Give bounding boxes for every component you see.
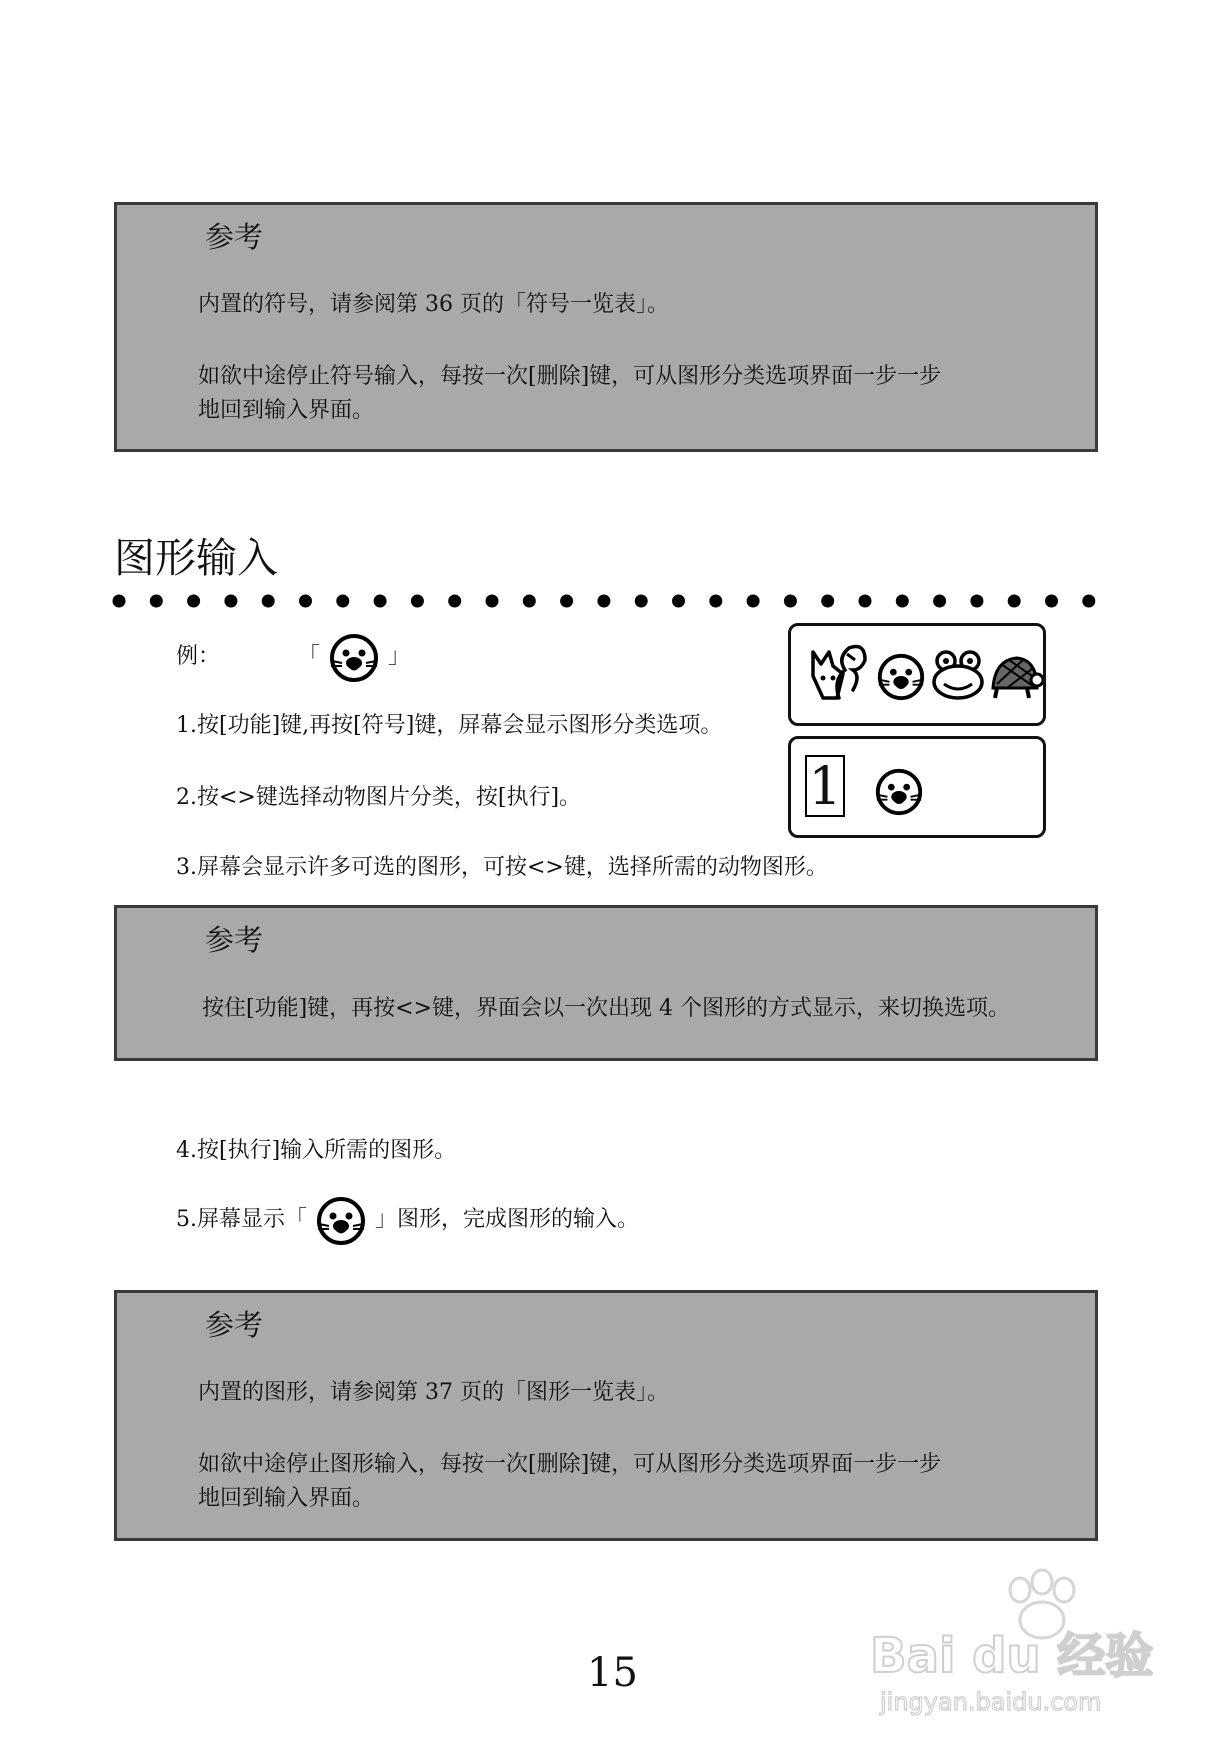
note-title: 参考 bbox=[205, 1308, 264, 1342]
step-5-text-after: 」图形，完成图形的输入。 bbox=[375, 1207, 640, 1232]
divider-dot bbox=[486, 595, 499, 608]
selection-number: 1 bbox=[805, 755, 845, 817]
note-line: 如欲中途停止图形输入，每按一次[删除]键，可从图形分类选项界面一步一步 bbox=[198, 1452, 942, 1477]
screen-category-display bbox=[788, 623, 1046, 726]
divider-dot bbox=[523, 595, 536, 608]
screen-selection-display bbox=[788, 736, 1046, 838]
example-label: 例： bbox=[176, 644, 221, 669]
divider-dot bbox=[560, 595, 573, 608]
section-title: 图形输入 bbox=[114, 534, 278, 582]
example-open-bracket: 「 bbox=[298, 644, 321, 669]
baidu-jingyan-watermark bbox=[860, 1560, 1160, 1720]
divider-dot bbox=[784, 595, 797, 608]
divider-dot bbox=[299, 595, 312, 608]
divider-dot bbox=[224, 595, 237, 608]
divider-dot bbox=[187, 595, 200, 608]
divider-dot bbox=[374, 595, 387, 608]
divider-dot bbox=[970, 595, 983, 608]
divider-dot bbox=[672, 595, 685, 608]
svg-text:jingyan.baidu.com: jingyan.baidu.com bbox=[880, 1688, 1102, 1716]
divider-dot bbox=[1045, 595, 1058, 608]
note-line: 地回到输入界面。 bbox=[198, 398, 375, 423]
squirrel-icon bbox=[831, 640, 871, 702]
dotted-divider bbox=[110, 592, 1100, 610]
divider-dot bbox=[859, 595, 872, 608]
reference-note-symbols bbox=[114, 202, 1098, 452]
step-2: 2.按<>键选择动物图片分类，按[执行]。 bbox=[176, 785, 582, 810]
divider-dot bbox=[411, 595, 424, 608]
note-line: 内置的符号，请参阅第 36 页的「符号一览表」。 bbox=[198, 292, 669, 317]
step-5 bbox=[176, 1193, 639, 1247]
example-line bbox=[176, 630, 410, 684]
reference-note-toggle bbox=[114, 905, 1098, 1061]
divider-dot bbox=[896, 595, 909, 608]
divider-dot bbox=[1008, 595, 1021, 608]
seal-icon bbox=[875, 650, 927, 702]
step-4: 4.按[执行]输入所需的图形。 bbox=[176, 1138, 457, 1163]
seal-icon bbox=[314, 1193, 368, 1247]
divider-dot bbox=[597, 595, 610, 608]
divider-dot bbox=[821, 595, 834, 608]
note-line: 内置的图形，请参阅第 37 页的「图形一览表」。 bbox=[198, 1380, 669, 1405]
divider-dot bbox=[747, 595, 760, 608]
divider-dot bbox=[113, 595, 126, 608]
step-1: 1.按[功能]键,再按[符号]键，屏幕会显示图形分类选项。 bbox=[176, 713, 723, 738]
divider-dot bbox=[448, 595, 461, 608]
example-close-bracket: 」 bbox=[388, 644, 411, 669]
note-line: 地回到输入界面。 bbox=[198, 1486, 375, 1511]
note-line: 按住[功能]键，再按<>键，界面会以一次出现 4 个图形的方式显示，来切换选项。 bbox=[202, 996, 1011, 1021]
note-title: 参考 bbox=[205, 923, 264, 957]
divider-dot bbox=[150, 595, 163, 608]
step-3: 3.屏幕会显示许多可选的图形，可按<>键，选择所需的动物图形。 bbox=[176, 855, 828, 880]
divider-dot bbox=[635, 595, 648, 608]
frog-icon bbox=[929, 646, 987, 704]
divider-dot bbox=[262, 595, 275, 608]
divider-dot bbox=[1082, 595, 1095, 608]
page-number: 15 bbox=[587, 1650, 638, 1696]
seal-icon bbox=[327, 630, 381, 684]
note-line: 如欲中途停止符号输入，每按一次[删除]键，可从图形分类选项界面一步一步 bbox=[198, 364, 942, 389]
turtle-icon bbox=[987, 650, 1043, 702]
reference-note-graphics bbox=[114, 1290, 1098, 1541]
divider-dot bbox=[709, 595, 722, 608]
seal-icon bbox=[873, 765, 925, 817]
note-title: 参考 bbox=[205, 220, 264, 254]
step-5-text-before: 5.屏幕显示「 bbox=[176, 1207, 307, 1232]
divider-dot bbox=[336, 595, 349, 608]
divider-dot bbox=[933, 595, 946, 608]
svg-text:Bai du 经验: Bai du 经验 bbox=[870, 1628, 1154, 1684]
